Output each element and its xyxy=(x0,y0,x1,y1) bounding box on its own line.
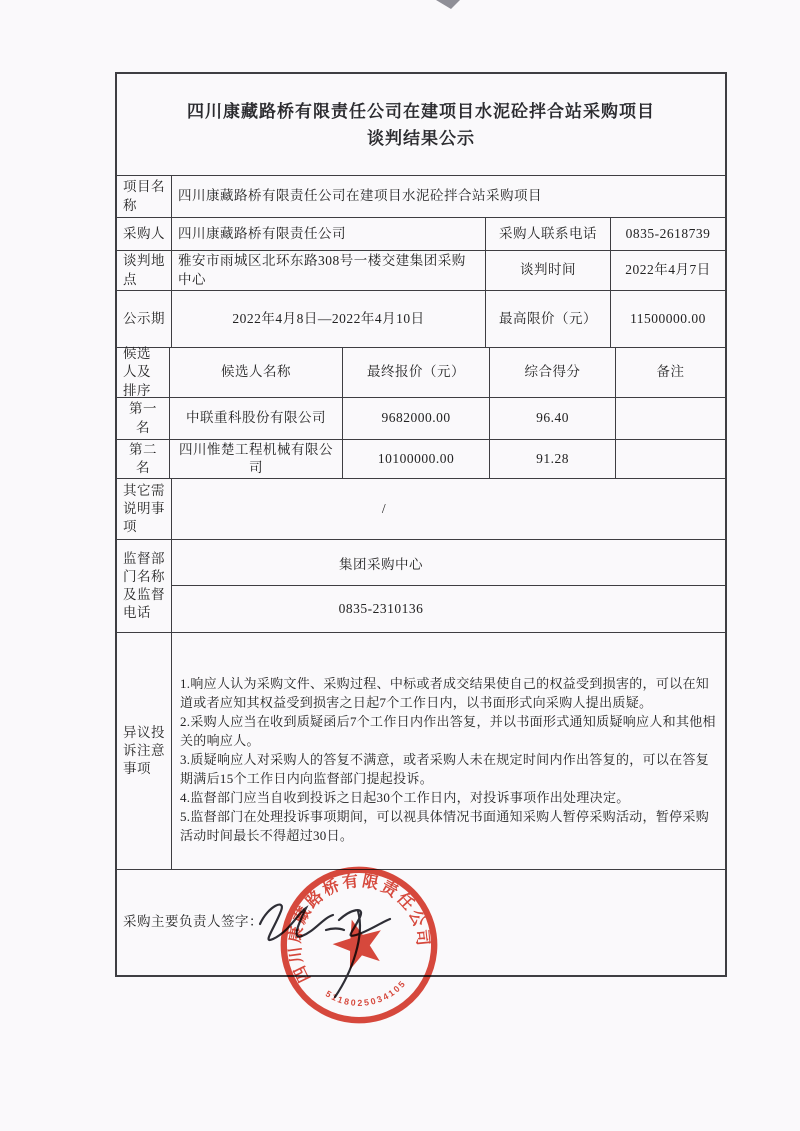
objection-text xyxy=(171,633,725,869)
purchaser-label: 采购人 xyxy=(123,225,165,241)
header-name: 候选人名称 xyxy=(169,348,342,397)
location-row xyxy=(117,250,725,290)
max-price-label: 最高限价（元） xyxy=(485,291,610,347)
seal-star-icon xyxy=(328,913,389,973)
purchaser-phone-value: 0835-2618739 xyxy=(610,218,725,250)
purchaser-row xyxy=(117,217,725,250)
objection-label: 异议投诉注意事项 xyxy=(123,724,165,777)
candidate-2-note xyxy=(615,440,725,478)
negotiation-time-value: 2022年4月7日 xyxy=(610,251,725,290)
title-row xyxy=(117,74,725,175)
publicity-value: 2022年4月8日—2022年4月10日 xyxy=(171,291,485,347)
objection-item: 1.响应人认为采购文件、采购过程、中标或者成交结果使自己的权益受到损害的，可以在知道或者应知其权益受到损害之日起7个工作日内，以书面形式向采购人提出质疑。 xyxy=(180,676,710,710)
other-notes-label: 其它需说明事项 xyxy=(123,482,165,535)
announcement-table xyxy=(115,72,727,977)
purchaser-phone-label: 采购人联系电话 xyxy=(485,218,610,250)
signature-label: 采购主要负责人签字： xyxy=(123,914,263,930)
table-row xyxy=(117,397,725,439)
supervision-phone: 0835-2310136 xyxy=(172,585,725,632)
scan-artifact-mark xyxy=(436,0,460,9)
other-notes-value: / xyxy=(171,479,725,539)
objection-row xyxy=(117,632,725,869)
document-title-line2: 谈判结果公示 xyxy=(367,128,475,148)
candidate-1-rank: 第一名 xyxy=(129,401,157,435)
negotiation-time-label: 谈判时间 xyxy=(485,251,610,290)
objection-item: 3.质疑响应人对采购人的答复不满意，或者采购人未在规定时间内作出答复的，可以在答复期满后15个工作日内向监督部门提起投诉。 xyxy=(180,751,710,786)
other-notes-row xyxy=(117,478,725,539)
document-title xyxy=(117,74,725,175)
candidate-2-rank: 第二名 xyxy=(129,441,157,475)
document-title-line1: 四川康藏路桥有限责任公司在建项目水泥砼拌合站采购项目 xyxy=(187,101,655,121)
header-price: 最终报价（元） xyxy=(342,348,489,397)
candidate-2-name: 四川惟楚工程机械有限公司 xyxy=(169,440,342,478)
svg-text:四川康藏路桥有限责任公司 xyxy=(276,862,436,987)
header-note: 备注 xyxy=(615,348,725,397)
publicity-label: 公示期 xyxy=(123,310,165,326)
candidate-1-score: 96.40 xyxy=(489,398,615,439)
seal-number-text: 5118025034105 xyxy=(323,977,409,1009)
objection-item: 5.监督部门在处理投诉事项期间，可以视具体情况书面通知采购人暂停采购活动，暂停采购活动时间最长不得超过30日。 xyxy=(180,808,710,843)
candidate-1-name: 中联重科股份有限公司 xyxy=(169,398,342,439)
table-row xyxy=(117,439,725,478)
project-name-label: 项目名称 xyxy=(123,179,165,213)
supervision-label: 监督部门名称及监督电话 xyxy=(123,550,165,621)
objection-item: 4.监督部门应当自收到投诉之日起30个工作日内，对投诉事项作出处理决定。 xyxy=(180,789,630,805)
purchaser-value: 四川康藏路桥有限责任公司 xyxy=(171,218,485,250)
candidate-1-price: 9682000.00 xyxy=(342,398,489,439)
candidate-1-note xyxy=(615,398,725,439)
supervision-department: 集团采购中心 xyxy=(339,556,423,572)
candidate-2-score: 91.28 xyxy=(489,440,615,478)
location-value: 雅安市雨城区北环东路308号一楼交建集团采购中心 xyxy=(171,251,485,290)
header-rank: 候选人及排序 xyxy=(123,346,151,398)
project-name-value: 四川康藏路桥有限责任公司在建项目水泥砼拌合站采购项目 xyxy=(171,176,725,217)
location-label: 谈判地点 xyxy=(123,253,165,287)
supervision-row xyxy=(117,539,725,632)
max-price-value: 11500000.00 xyxy=(610,291,725,347)
publicity-row xyxy=(117,290,725,347)
objection-item: 2.采购人应当在收到质疑函后7个工作日内作出答复，并以书面形式通知质疑响应人和其他相关的响应人。 xyxy=(180,713,716,748)
candidates-header-row xyxy=(117,347,725,397)
candidate-2-price: 10100000.00 xyxy=(342,440,489,478)
seal-company-text: 四川康藏路桥有限责任公司 xyxy=(285,871,433,986)
company-seal xyxy=(276,862,442,1028)
header-score: 综合得分 xyxy=(489,348,615,397)
project-name-row xyxy=(117,175,725,217)
supervision-values xyxy=(171,540,725,632)
